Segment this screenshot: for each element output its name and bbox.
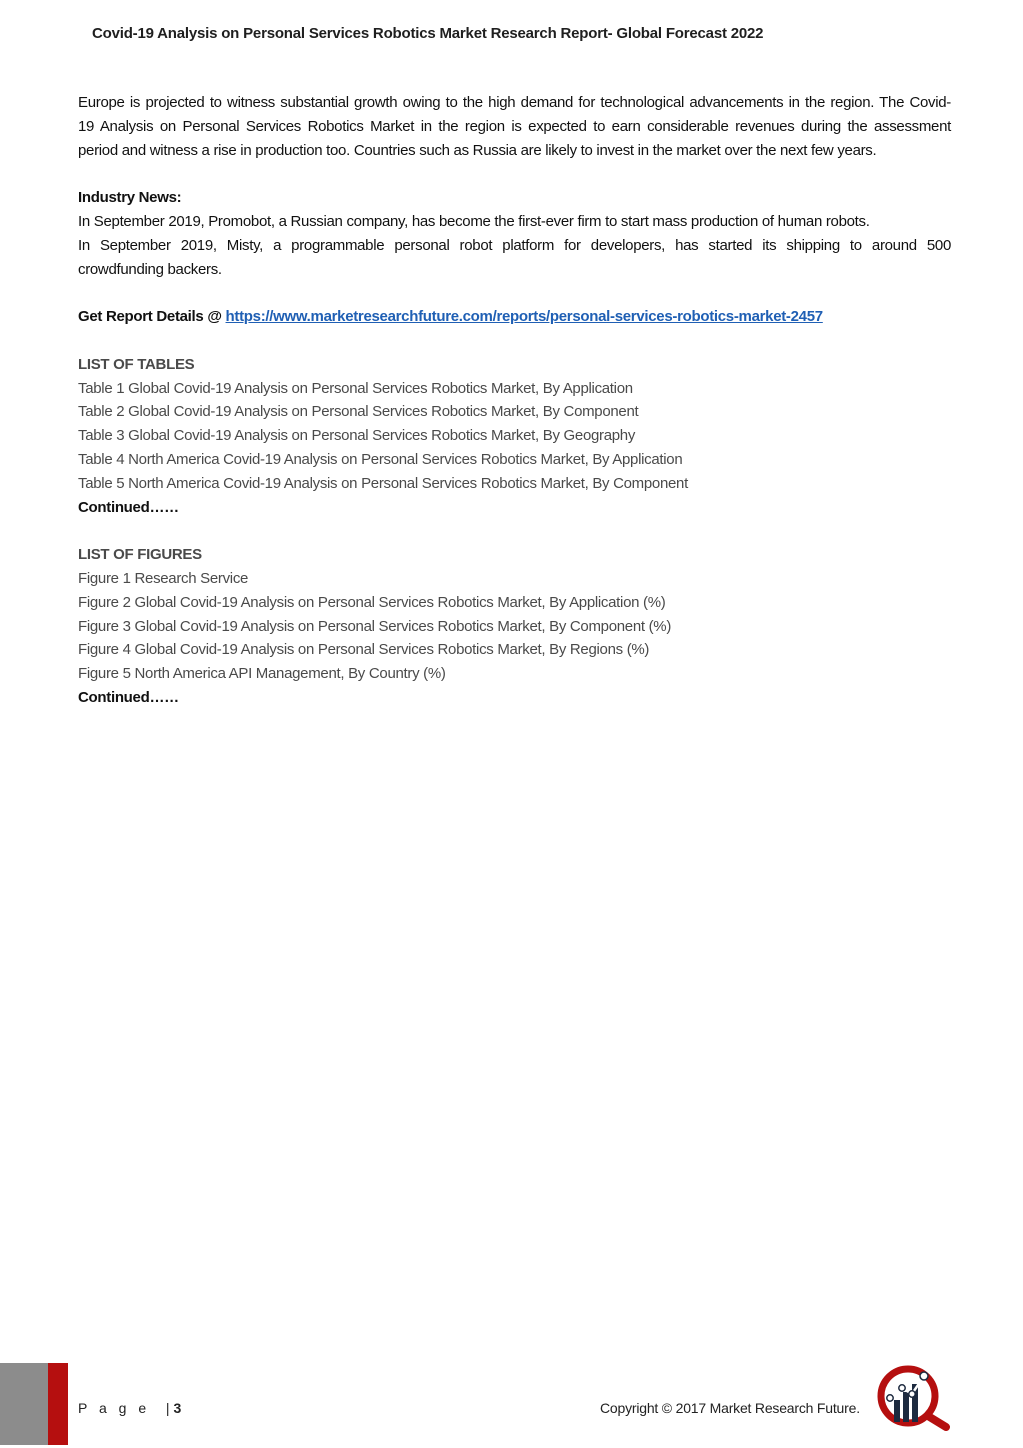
footer-gray-bar — [0, 1363, 48, 1445]
list-of-figures — [78, 543, 951, 710]
industry-news-heading: Industry News: — [78, 189, 182, 207]
figure-list-item: Figure 4 Global Covid-19 Analysis on Personal Services Robotics Market, By Regions (%) — [78, 641, 650, 659]
tables-continued: Continued…… — [78, 498, 179, 516]
footer-red-bar — [48, 1363, 68, 1445]
industry-news-item: In September 2019, Misty, a programmable personal robot platform for developers, has started its shipping to around 500 — [78, 236, 951, 254]
intro-line: 19 Analysis on Personal Services Robotics Market in the region is expected to earn considerable revenues during the assessment — [78, 117, 951, 135]
market-research-future-logo-icon — [876, 1364, 952, 1432]
document-body — [78, 91, 951, 734]
report-details-link[interactable]: https://www.marketresearchfuture.com/reports/personal-services-robotics-market-2457 — [225, 308, 823, 326]
figure-list-item: Figure 3 Global Covid-19 Analysis on Personal Services Robotics Market, By Component (%) — [78, 617, 672, 635]
table-list-item: Table 2 Global Covid-19 Analysis on Personal Services Robotics Market, By Component — [78, 403, 639, 421]
table-list-item: Table 3 Global Covid-19 Analysis on Personal Services Robotics Market, By Geography — [78, 427, 636, 445]
list-of-figures-heading: LIST OF FIGURES — [78, 546, 202, 564]
figure-list-item: Figure 5 North America API Management, By Country (%) — [78, 665, 446, 683]
copyright-text: Copyright © 2017 Market Research Future. — [600, 1400, 860, 1416]
list-of-tables — [78, 353, 951, 520]
report-details — [78, 305, 951, 329]
table-list-item: Table 5 North America Covid-19 Analysis on Personal Services Robotics Market, By Component — [78, 474, 688, 492]
page-number-value: 3 — [173, 1400, 182, 1416]
table-list-item: Table 1 Global Covid-19 Analysis on Personal Services Robotics Market, By Application — [78, 379, 633, 397]
report-details-label: Get Report Details @ — [78, 308, 226, 326]
intro-paragraph — [78, 91, 951, 162]
table-list-item: Table 4 North America Covid-19 Analysis on Personal Services Robotics Market, By Application — [78, 450, 683, 468]
industry-news-section — [78, 186, 951, 281]
page-label: P a g e | — [78, 1400, 174, 1416]
intro-line: Europe is projected to witness substantial growth owing to the high demand for technological advancements in the region. The Covid- — [78, 94, 951, 111]
industry-news-item: In September 2019, Promobot, a Russian company, has become the first-ever firm to start mass production of human robots. — [78, 212, 870, 230]
list-of-tables-heading: LIST OF TABLES — [78, 355, 195, 373]
page-header-title: Covid-19 Analysis on Personal Services Robotics Market Research Report- Global Forecast 2022 — [92, 25, 764, 42]
intro-line: period and witness a rise in production too. Countries such as Russia are likely to invest in the market over the next few years. — [78, 141, 877, 159]
figure-list-item: Figure 1 Research Service — [78, 569, 249, 587]
page-number — [78, 1400, 181, 1416]
industry-news-item-continued: crowdfunding backers. — [78, 260, 222, 278]
figure-list-item: Figure 2 Global Covid-19 Analysis on Personal Services Robotics Market, By Application (%) — [78, 593, 666, 611]
figures-continued: Continued…… — [78, 688, 179, 706]
